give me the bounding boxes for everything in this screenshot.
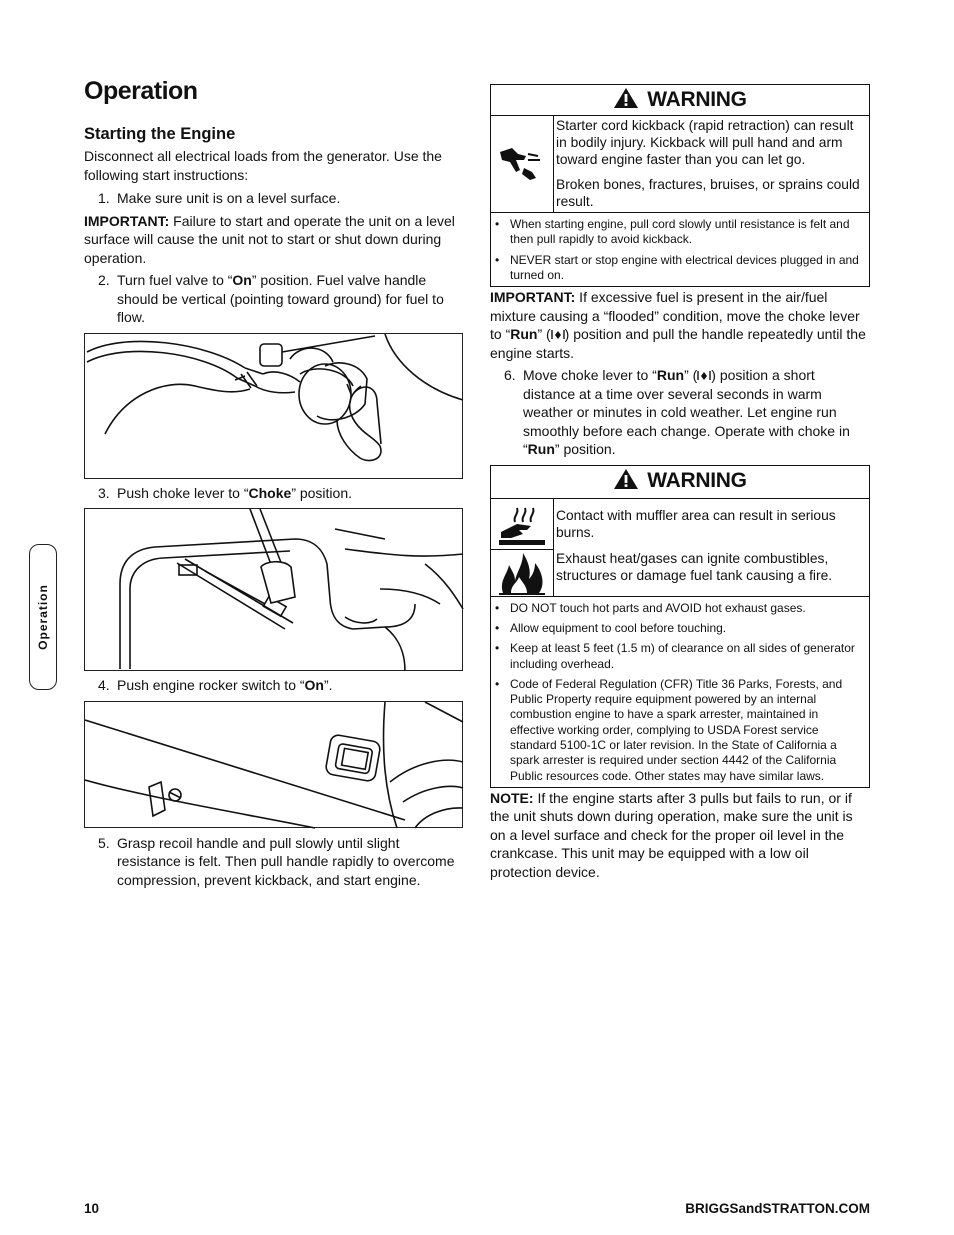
section-heading: Starting the Engine xyxy=(84,125,236,143)
step-text-b: ” ( xyxy=(684,367,698,384)
choke-run-icon xyxy=(697,367,711,378)
warning-text xyxy=(554,116,869,212)
bullet-text: Keep at least 5 feet (1.5 m) of clearance on all sides of generator including overhead. xyxy=(510,641,855,671)
oil-note xyxy=(490,789,870,882)
warning-triangle-icon xyxy=(613,468,639,495)
bullet-text: When starting engine, pull cord slowly until resistance is felt and then pull rapidly to avoid kickback. xyxy=(510,217,850,247)
list-item: • Allow equipment to cool before touching. xyxy=(495,620,727,635)
step-2 xyxy=(98,271,464,327)
list-item: • Keep at least 5 feet (1.5 m) of clearance on all sides of generator including overhead. xyxy=(495,641,865,672)
page-number: 10 xyxy=(84,1201,100,1216)
bullet-text: Allow equipment to cool before touching. xyxy=(510,620,727,635)
step-emph: On xyxy=(304,677,324,693)
run-label: Run xyxy=(656,367,685,384)
section-side-tab xyxy=(29,544,57,690)
list-item: • NEVER start or stop engine with electrical devices plugged in and turned on. xyxy=(495,253,865,284)
warning-header xyxy=(491,85,869,116)
important-label: IMPORTANT: xyxy=(84,212,170,229)
step-1 xyxy=(98,189,464,208)
important-label: IMPORTANT: xyxy=(490,289,576,306)
important-text-c: ) position and pull the handle repeatedly until the engine starts. xyxy=(490,326,866,361)
hot-surface-icon xyxy=(491,499,553,550)
choke-lever-illustration xyxy=(85,509,464,672)
list-item: • Code of Federal Regulation (CFR) Title 36 Parks, Forests, and Public Property require equipment powered by an internal combustion engine to have a spark arrester, maintained in effective working order, complying to USDA Forest service standard 5100-1C or later revision. In the State of California a spark arrester is required under section 4442 of the California Public resources code. Other states may have similar laws. xyxy=(495,677,865,784)
bullet-text: DO NOT touch hot parts and AVOID hot exhaust gases. xyxy=(510,600,806,615)
warning-title: WARNING xyxy=(647,87,747,111)
warning-icon-cell xyxy=(491,116,554,212)
step-number: 1. xyxy=(98,190,110,206)
left-column xyxy=(84,76,464,889)
kickback-hand-icon xyxy=(498,142,546,187)
intro-text: Disconnect all electrical loads from the generator. Use the following start instructions: xyxy=(84,148,442,183)
step-text-c: ” position. Fuel valve handle should be vertical (pointing toward ground) for fuel to flow. xyxy=(117,272,444,325)
step-emph: Choke xyxy=(248,484,292,501)
fire-icon xyxy=(491,550,553,596)
run-label: Run xyxy=(510,326,538,343)
warning-text-1: Starter cord kickback (rapid retraction) can result in bodily injury. Kickback will pull hand and arm toward engine faster than you can let go. xyxy=(556,118,854,167)
rocker-switch-illustration xyxy=(85,702,464,829)
warning-body xyxy=(491,116,869,213)
step-6 xyxy=(504,366,870,459)
step-number: 4. xyxy=(98,677,110,693)
step-4 xyxy=(98,676,464,695)
step-text-a: Push choke lever to “ xyxy=(117,484,249,501)
note-text: If the engine starts after 3 pulls but fails to run, or if the unit shuts down during operation, make sure the unit is on a level surface and check for the proper oil level in the crankcase. This unit may be equipped with a low oil protection device. xyxy=(490,789,853,880)
choke-run-icon xyxy=(551,326,565,337)
warning-text-2: Exhaust heat/gases can ignite combustibles, structures or damage fuel tank causing a fire. xyxy=(556,550,833,583)
step-text: Grasp recoil handle and pull slowly until slight resistance is felt. Then pull handle rapidly to overcome compression, prevent kickback, and start engine. xyxy=(117,834,455,888)
warning-triangle-icon xyxy=(613,87,639,114)
step-text xyxy=(523,366,870,459)
step-text: Make sure unit is on a level surface. xyxy=(117,190,341,206)
bullet-text: Code of Federal Regulation (CFR) Title 36 Parks, Forests, and Public Property require equipment powered by an internal combustion engine to have a spark arrester, maintained in effective working order, complying to USDA Forest service standard 5100-1C or later revision. In the State of California a spark arrester is required under section 4442 of the California Public resources code. Other states may have similar laws. xyxy=(510,676,843,783)
website-link[interactable]: BRIGGSandSTRATTON.COM xyxy=(685,1201,870,1216)
warning-header xyxy=(491,466,869,499)
fuel-valve-illustration xyxy=(85,334,464,480)
important-text-b: ” ( xyxy=(537,326,551,343)
warning-text-2: Broken bones, fractures, bruises, or sprains could result. xyxy=(556,177,860,209)
step-text xyxy=(117,271,464,327)
warning-text-1: Contact with muffler area can result in serious burns. xyxy=(556,507,836,540)
step-text-a: Move choke lever to “ xyxy=(523,367,657,384)
run-label: Run xyxy=(527,441,555,458)
step-text-d: ” position. xyxy=(554,441,616,458)
figure-fuel-valve xyxy=(84,333,463,479)
note-label: NOTE: xyxy=(490,789,534,806)
step-text-a: Turn fuel valve to “ xyxy=(117,272,233,288)
step-text-c: ) position a short distance at a time over several seconds in warm weather or minutes in cold weather. Let engine run smoothly before each change. Operate with choke in “ xyxy=(523,367,850,458)
important-text: Failure to start and operate the unit on a level surface will cause the unit not to start or shut down during operation. xyxy=(84,212,455,266)
step-number: 2. xyxy=(98,272,110,288)
figure-rocker-switch xyxy=(84,701,463,828)
step-emph: On xyxy=(232,272,252,288)
step-3 xyxy=(98,484,464,503)
list-item: • DO NOT touch hot parts and AVOID hot exhaust gases. xyxy=(495,600,806,615)
step-text xyxy=(117,484,464,503)
step-5 xyxy=(98,834,464,890)
step-text-a: Push engine rocker switch to “ xyxy=(117,677,305,693)
step-text-c: ” position. xyxy=(291,484,353,501)
warning-icon-cell xyxy=(491,499,554,596)
important-note xyxy=(84,212,464,268)
side-tab-label: Operation xyxy=(35,584,50,650)
warning-text xyxy=(554,499,869,596)
warning-title: WARNING xyxy=(647,469,747,493)
warning-body xyxy=(491,499,869,597)
important-flooded-note xyxy=(490,288,870,362)
step-number: 5. xyxy=(98,834,110,851)
page-title: Operation xyxy=(84,77,198,105)
warning-box-burns xyxy=(490,465,870,788)
step-number: 3. xyxy=(98,484,110,501)
figure-choke-lever xyxy=(84,508,463,671)
warning-bullets xyxy=(491,213,869,286)
bullet-text: NEVER start or stop engine with electrical devices plugged in and turned on. xyxy=(510,252,859,282)
warning-box-kickback xyxy=(490,84,870,287)
warning-bullets xyxy=(491,597,869,787)
list-item: • When starting engine, pull cord slowly until resistance is felt and then pull rapidly to avoid kickback. xyxy=(495,217,865,248)
right-column xyxy=(490,84,870,881)
step-text-c: ”. xyxy=(323,677,333,693)
important-text-a: If excessive fuel is present in the air/fuel mixture causing a “flooded” condition, move the choke lever to “ xyxy=(490,289,860,343)
step-text xyxy=(117,676,464,695)
step-number: 6. xyxy=(504,367,516,384)
